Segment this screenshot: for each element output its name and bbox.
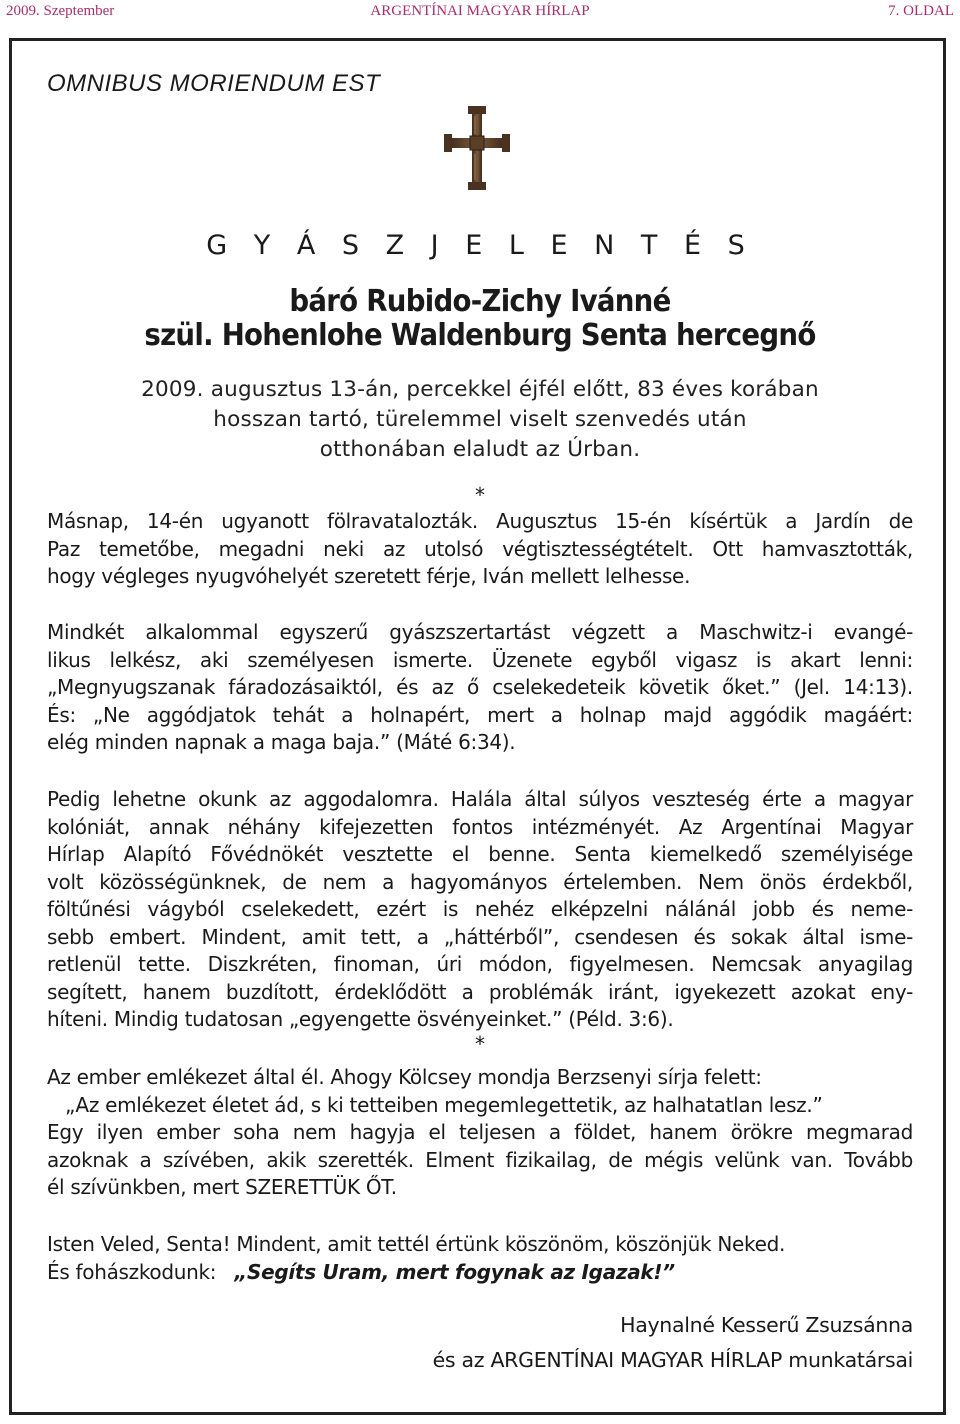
signature-author: Haynalné Kesserű Zsuzsánna [620, 1313, 913, 1337]
text-line: elég minden napnak a maga baja.” (Máté 6:34). [47, 730, 516, 754]
signature-staff: és az ARGENTÍNAI MAGYAR HÍRLAP munkatársai [432, 1348, 913, 1372]
text-line: Mindkét alkalommal egyszerű gyászszertartást végzett a Maschwitz-i evangé- [47, 620, 913, 644]
text-line: likus lelkész, aki személyesen ismerte. Üzenete egyből vigasz is akart lenni: [47, 647, 913, 672]
intro-line: hosszan tartó, türelemmel viselt szenvedés után [213, 407, 747, 432]
wooden-cross-icon [444, 104, 510, 192]
text-line: „Megnyugszanak fáradozásaiktól, és az ő cselekedeteik követik őket.” (Jel. 14:13). [47, 675, 913, 699]
page-header [0, 0, 960, 22]
paragraph-funeral [47, 508, 913, 591]
paragraph-tribute [47, 786, 913, 1034]
header-page-number: 7. OLDAL [888, 3, 954, 19]
text-line: kolóniát, annak néhány kifejezetten fontos intézményét. Az Argentínai Magyar [47, 814, 913, 839]
text-line: Egy ilyen ember soha nem hagyja el teljesen a földet, hanem örökre megmarad [47, 1120, 913, 1144]
header-publication: ARGENTÍNAI MAGYAR HÍRLAP [370, 3, 590, 19]
motto: OMNIBUS MORIENDUM EST [47, 70, 381, 97]
text-line: él szívünkben, mert SZERETTÜK ŐT. [47, 1175, 397, 1199]
paragraph-memory [47, 1064, 913, 1202]
prayer-quote: „Segíts Uram, mert fogynak az Igazak!” [234, 1259, 675, 1284]
intro-text [0, 375, 960, 465]
text-line: Paz temetőbe, megadni neki az utolsó végtisztességtételt. Ott hamvasztották, [47, 536, 913, 561]
notice-title: G Y Á S Z J E L E N T É S [206, 230, 754, 261]
text-line: híteni. Mindig tudatosan „egyengette ösvényeinket.” (Péld. 3:6). [47, 1007, 674, 1031]
text-line: Másnap, 14-én ugyanott fölravatalozták. Augusztus 15-én kísértük a Jardín de [47, 509, 913, 533]
prayer-line [47, 1259, 913, 1287]
intro-line: otthonában elaludt az Úrban. [319, 437, 641, 462]
text-line: sebb embert. Mindent, amit tett, a „háttérből”, csendesen és sokak által isme- [47, 924, 913, 949]
deceased-name: báró Rubido-Zichy Ivánné [289, 284, 671, 319]
text-line: segített, hanem buzdított, érdeklődött a problémák iránt, igyekezett azokat eny- [47, 979, 913, 1004]
intro-line: 2009. augusztus 13-án, percekkel éjfél előtt, 83 éves korában [141, 377, 819, 402]
prayer-label: És fohászkodunk: [47, 1259, 217, 1284]
paragraph-ceremony [47, 619, 913, 757]
text-line: Isten Veled, Senta! Mindent, amit tettél értünk köszönöm, köszönjük Neked. [47, 1232, 786, 1256]
deceased-birth-name: szül. Hohenlohe Waldenburg Senta hercegnő [144, 318, 816, 353]
text-line: Hírlap Alapító Fővédnökét vesztette el benne. Senta kiemelkedő személyisége [47, 842, 913, 866]
kolcsey-quote: „Az emlékezet életet ád, s ki tetteiben megemlegettetik, az halhatatlan lesz.” [65, 1092, 823, 1117]
text-line: És: „Ne aggódjatok tehát a holnapért, mert a holnap majd aggódik magáért: [47, 702, 913, 727]
separator-asterisk: * [475, 1032, 485, 1056]
text-line: Az ember emlékezet által él. Ahogy Kölcsey mondja Berzsenyi sírja felett: [47, 1065, 762, 1089]
text-line: hogy végleges nyugvóhelyét szeretett férje, Iván mellett lelhesse. [47, 564, 691, 588]
text-line: retlenül tette. Diszkréten, finoman, úri módon, figyelmesen. Nemcsak anyagilag [47, 952, 913, 976]
header-date: 2009. Szeptember [6, 3, 115, 19]
separator-asterisk: * [475, 483, 485, 507]
text-line: volt közösségünknek, de nem a hagyományos értelemben. Nem önös érdekből, [47, 869, 913, 894]
text-line: Pedig lehetne okunk az aggodalomra. Halála által súlyos veszteség érte a magyar [47, 787, 913, 811]
paragraph-farewell [47, 1231, 913, 1286]
text-line: föltűnési vágyból cselekedett, ezért is nehéz elképzelni nálánál jobb és neme- [47, 897, 913, 921]
text-line: azoknak a szívében, akik szerették. Elment fizikailag, de mégis velünk van. Tovább [47, 1147, 913, 1172]
